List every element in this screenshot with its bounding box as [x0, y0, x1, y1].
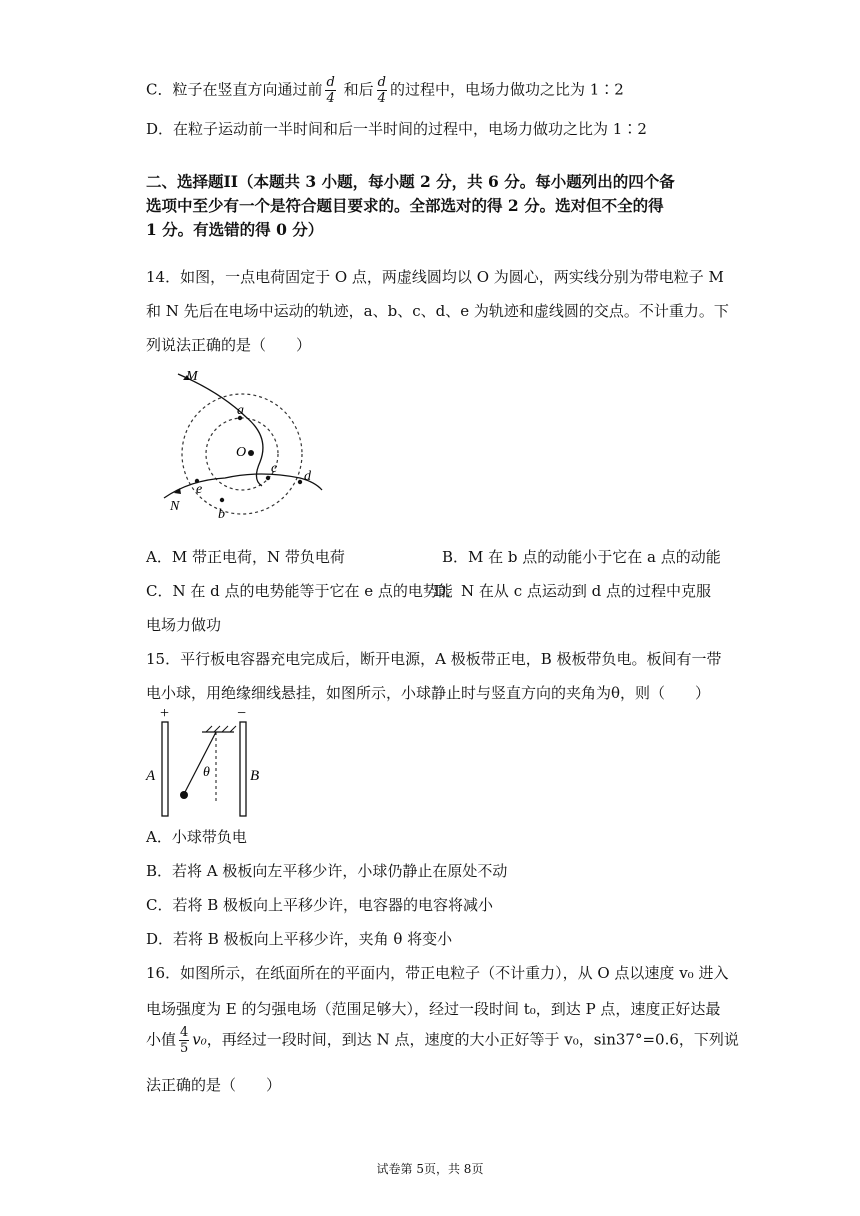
trajectory-n	[164, 474, 322, 498]
q14-option-d: D．N 在从 c 点运动到 d 点的过程中克服	[434, 582, 711, 600]
label-a: A	[146, 768, 156, 784]
label-n: N	[170, 499, 180, 514]
q14-option-d-cont: 电场力做功	[146, 616, 222, 634]
trajectory-m	[178, 374, 263, 486]
plate-b	[240, 722, 246, 816]
label-m: M	[186, 369, 198, 384]
fraction-4-over-5: $\frac{4}{5}$	[180, 1025, 189, 1056]
minus-sign: −	[237, 705, 247, 722]
q15-option-b: B．若将 A 极板向左平移少许，小球仍静止在原处不动	[146, 862, 508, 880]
q14-option-b: B．M 在 b 点的动能小于它在 a 点的动能	[442, 548, 721, 566]
q13-option-c: C．粒子在竖直方向通过前 $\frac{d}{4}$ 和后 $\frac{d}{4}$ 的过程中，电场力做功之比为 1∶2	[146, 75, 624, 106]
q14-option-c: C．N 在 d 点的电势能等于它在 e 点的电势能	[146, 582, 453, 600]
label-c: c	[271, 461, 278, 476]
q14-figure	[150, 362, 340, 532]
label-a: a	[237, 403, 244, 418]
q14-option-a: A．M 带正电荷，N 带负电荷	[146, 548, 345, 566]
string	[184, 732, 216, 794]
section-header-line-1: 二、选择题II（本题共 3 小题，每小题 2 分，共 6 分。每小题列出的四个备	[146, 172, 675, 191]
q15-option-d: D．若将 B 极板向上平移少许，夹角 θ 将变小	[146, 930, 453, 948]
q14-stem-line-2: 和 N 先后在电场中运动的轨迹，a、b、c、d、e 为轨迹和虚线圆的交点。不计重力。下	[146, 302, 729, 320]
label-d: d	[304, 469, 311, 484]
label-e: e	[196, 482, 203, 497]
q15-stem-line-2: 电小球，用绝缘细线悬挂，如图所示，小球静止时与竖直方向的夹角为θ，则（ ）	[146, 684, 711, 702]
q16-stem-line-4: 法正确的是（ ）	[146, 1076, 282, 1094]
charged-ball	[180, 791, 188, 799]
section-header-line-3: 1 分。有选错的得 0 分）	[146, 220, 324, 239]
q16-stem-line-2: 电场强度为 E 的匀强电场（范围足够大），经过一段时间 t₀，到达 P 点，速度正好达最	[146, 1000, 721, 1018]
q15-option-a: A．小球带负电	[146, 828, 247, 846]
q16-stem-line-1: 16．如图所示，在纸面所在的平面内，带正电粒子（不计重力），从 O 点以速度 v₀ 进入	[146, 964, 729, 982]
plate-a	[162, 722, 168, 816]
page-footer: 试卷第 5页，共 8页	[376, 1162, 484, 1176]
fraction-d-over-4: $\frac{d}{4}$	[326, 75, 335, 106]
label-b: b	[218, 507, 225, 522]
q14-stem-line-1: 14．如图，一点电荷固定于 O 点，两虚线圆均以 O 为圆心，两实线分别为带电粒子 M	[146, 268, 724, 286]
q15-stem-line-1: 15．平行板电容器充电完成后，断开电源，A 极板带正电，B 极板带负电。板间有一带	[146, 650, 722, 668]
point-charge-dot	[248, 450, 254, 456]
plus-sign: +	[160, 705, 170, 722]
label-b: B	[250, 768, 260, 784]
theta-label: θ	[203, 765, 210, 780]
q15-option-c: C．若将 B 极板向上平移少许，电容器的电容将减小	[146, 896, 494, 914]
label-o: O	[236, 445, 247, 460]
q16-stem-line-3: 小值 $\frac{4}{5}$ v₀，再经过一段时间，到达 N 点，速度的大小正好等于 v₀，sin37°=0.6，下列说	[146, 1025, 739, 1056]
section-header-line-2: 选项中至少有一个是符合题目要求的。全部选对的得 2 分。选对但不全的得	[146, 196, 664, 215]
q13-option-d: D．在粒子运动前一半时间和后一半时间的过程中，电场力做功之比为 1∶2	[146, 120, 647, 138]
fraction-d-over-4: $\frac{d}{4}$	[377, 75, 386, 106]
q14-stem-line-3: 列说法正确的是（ ）	[146, 336, 312, 354]
q15-figure	[140, 702, 270, 822]
